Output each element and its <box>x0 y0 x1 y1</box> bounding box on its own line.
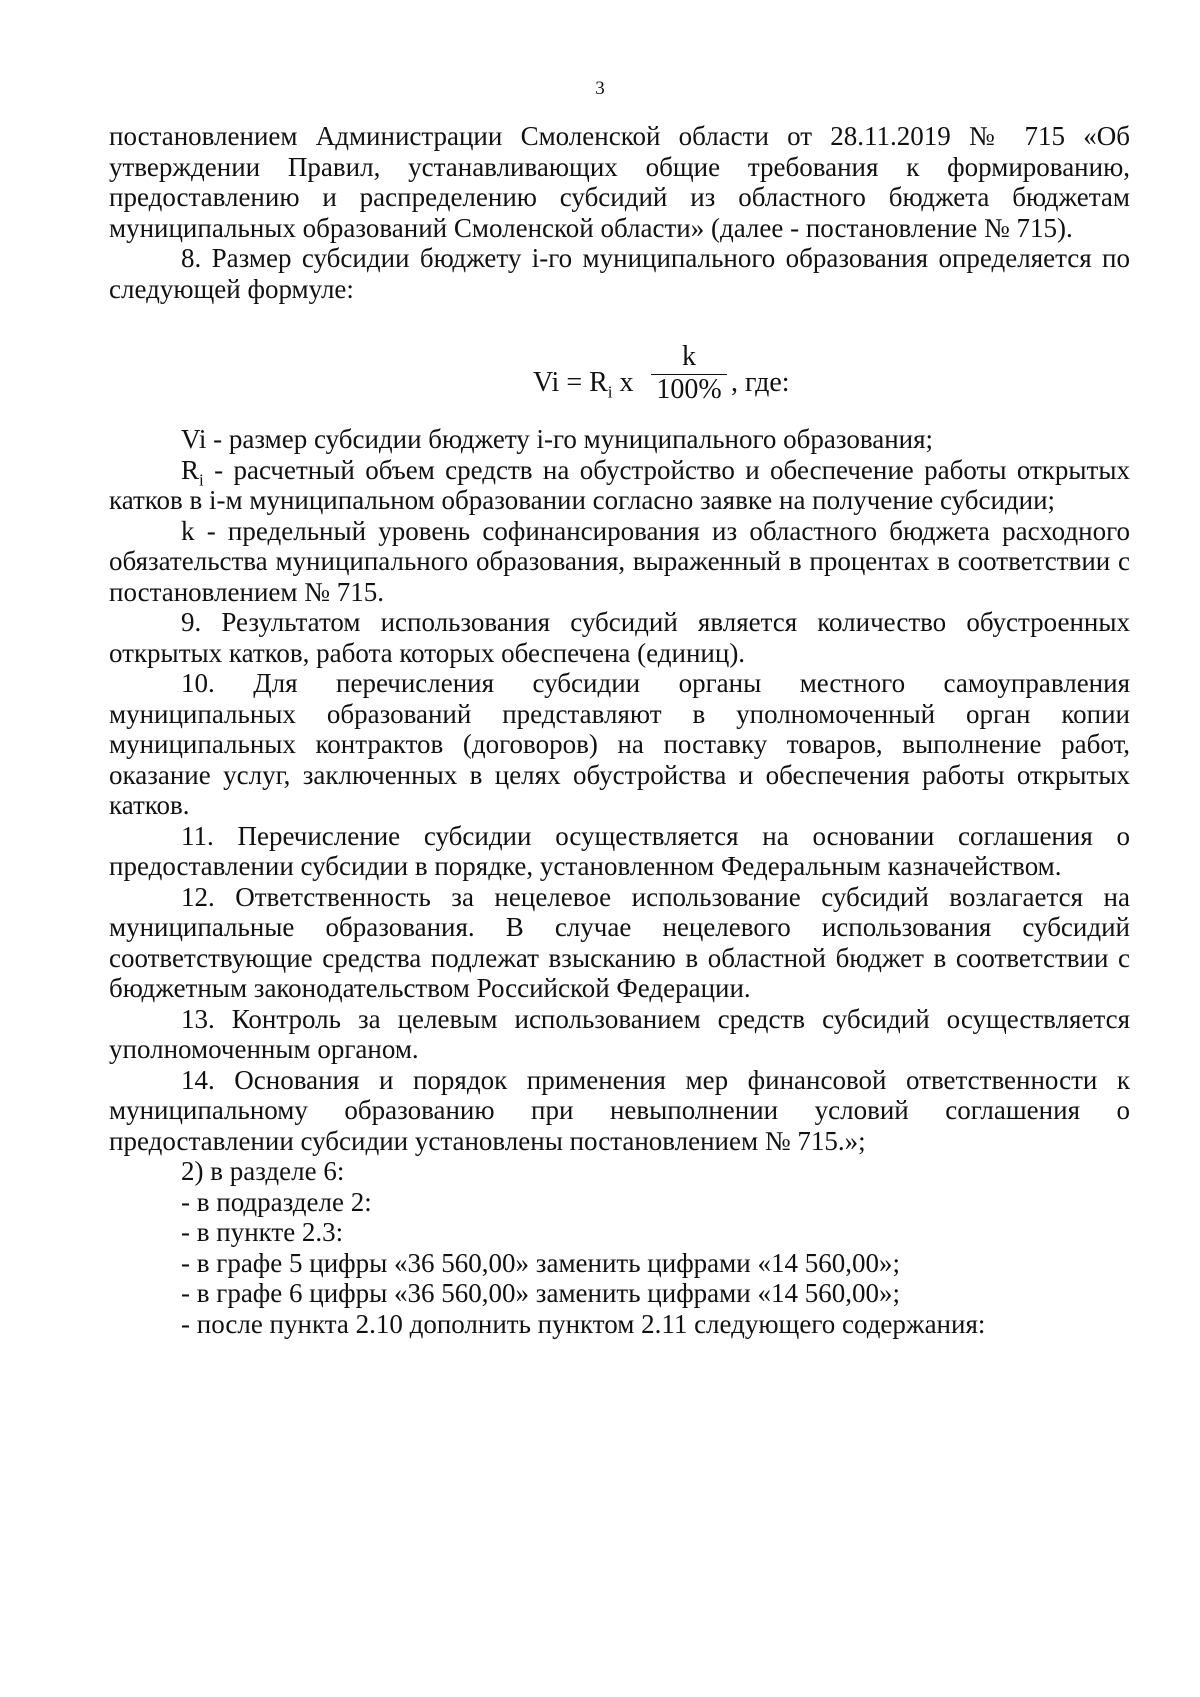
change-line: - после пункта 2.10 дополнить пунктом 2.11 следующего содержания: <box>181 1308 986 1339</box>
formula-lhs-subscript: i <box>607 382 613 402</box>
item-14-paragraph: 14. Основания и порядок применения мер финансовой ответственности к муниципальному образованию при невыполнении условий соглашения о предоставлении субсидии установлены постановлением № 715.»; <box>109 1064 1130 1156</box>
formula-lhs: $Vi = R_i$ x <box>533 367 634 402</box>
formula-numerator: k <box>682 341 696 372</box>
item-13-paragraph: 13. Контроль за целевым использованием средств субсидий осуществляется уполномоченным органом. <box>109 1003 1130 1064</box>
change-line: - в подразделе 2: <box>181 1186 372 1217</box>
definition-k: k - предельный уровень софинансирования из областного бюджета расходного обязательства муниципального образования, выраженный в процентах в соответствии с постановлением № 715. <box>109 515 1130 607</box>
formula-tail: , где: <box>731 367 790 398</box>
definition-ri <box>109 455 1130 516</box>
item-10-paragraph: 10. Для перечисления субсидии органы местного самоуправления муниципальных образований представляют в уполномоченный орган копии муниципальных контрактов (договоров) на поставку товаров, выполнение работ, оказание услуг, заключенных в целях обустройства и обеспечения работы открытых катков. <box>109 668 1130 820</box>
changes-list <box>109 1156 1130 1339</box>
change-line: - в графе 5 цифры «36 560,00» заменить цифрами «14 560,00»; <box>181 1247 900 1278</box>
ri-symbol: R <box>181 454 200 485</box>
change-line: - в пункте 2.3: <box>181 1217 344 1247</box>
item-8-paragraph: 8. Размер субсидии бюджету i-го муниципального образования определяется по следующей формуле: <box>109 243 1130 304</box>
ri-subscript: i <box>199 469 204 489</box>
item-9-paragraph: 9. Результатом использования субсидий является количество обустроенных открытых катков, работа которых обеспечена (единиц). <box>109 607 1130 668</box>
formula-denominator: 100% <box>656 374 722 405</box>
formula-times: x <box>612 367 634 398</box>
item-11-paragraph: 11. Перечисление субсидии осуществляется на основании соглашения о предоставлении субсидии в порядке, установленном Федеральным казначейством. <box>109 820 1130 881</box>
page-number: 3 <box>595 78 605 99</box>
subsidy-formula <box>109 304 1130 424</box>
formula-fraction <box>651 340 727 405</box>
document-body <box>109 121 1130 1339</box>
definition-vi: Vi - размер субсидии бюджету i-го муниципального образования; <box>181 424 934 454</box>
change-line: 2) в разделе 6: <box>181 1156 345 1186</box>
intro-paragraph: постановлением Администрации Смоленской области от 28.11.2019 № 715 «Об утверждении Правил, устанавливающих общие требования к формированию, предоставлению и распределению субсидий из областного бюджета бюджетам муниципальных образований Смоленской области» (далее - постановление № 715). <box>109 121 1130 243</box>
ri-text: - расчетный объем средств на обустройство и обеспечение работы открытых катков в i-м муниципальном образовании согласно заявке на получение субсидии; <box>109 454 1130 515</box>
change-line: - в графе 6 цифры «36 560,00» заменить цифрами «14 560,00»; <box>181 1278 900 1308</box>
item-12-paragraph: 12. Ответственность за нецелевое использование субсидий возлагается на муниципальные образования. В случае нецелевого использования субсидий соответствующие средства подлежат взысканию в областной бюджет в соответствии с бюджетным законодательством Российской Федерации. <box>109 881 1130 1003</box>
